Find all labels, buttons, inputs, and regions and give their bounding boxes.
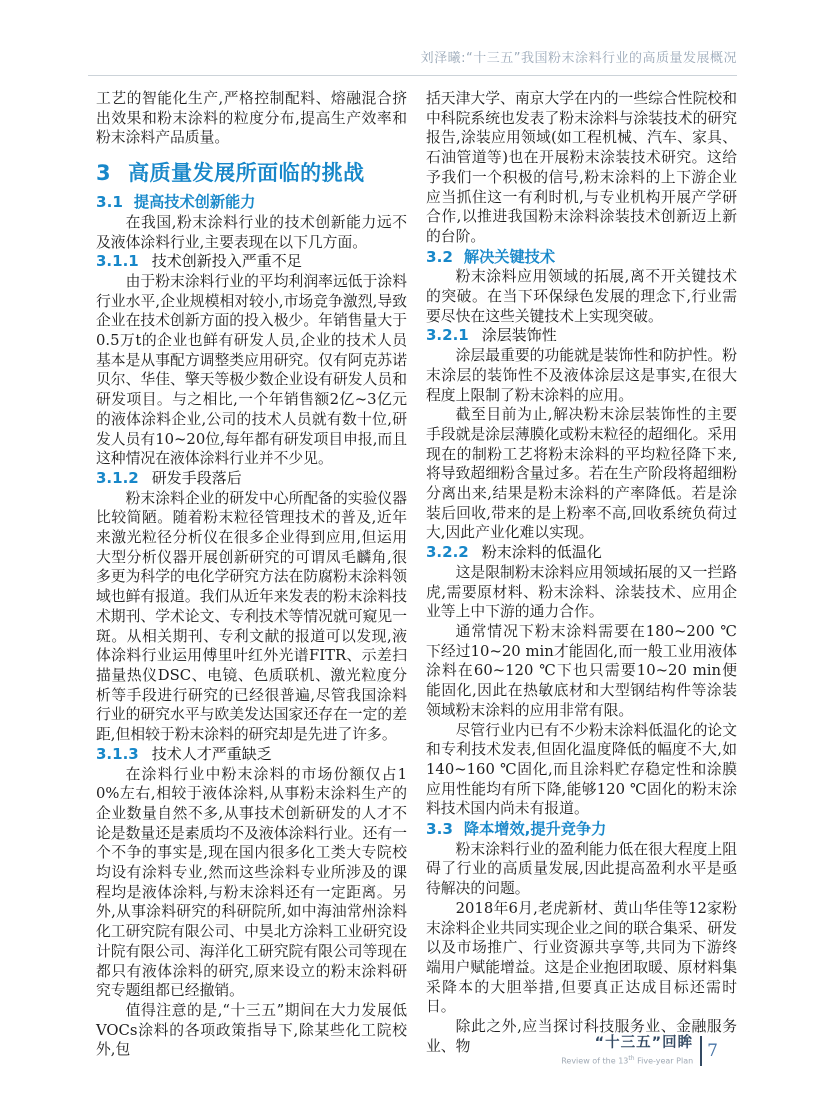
subsection-heading bbox=[96, 193, 407, 213]
paragraph: 尽管行业内已有不少粉末涂料低温化的论文和专利技术发表,但固化温度降低的幅度不大,如140~160 ℃固化,而且涂料贮存稳定性和涂膜应用性能均有所下降,能够120 ℃固化的粉末涂料技术国内尚未有报道。 bbox=[426, 721, 737, 818]
paragraph: 除此之外,应当探讨科技服务业、金融服务业、物 bbox=[426, 1018, 737, 1055]
paragraph: 这是限制粉末涂料应用领域拓展的又一拦路虎,需要原材料、粉末涂料、涂装技术、应用企业等上中下游的通力合作。 bbox=[426, 563, 737, 621]
subsection-title: 解决关键技术 bbox=[463, 247, 556, 266]
subsubsection-heading bbox=[96, 252, 407, 272]
paragraph: 在我国,粉末涂料行业的技术创新能力远不及液体涂料行业,主要表现在以下几方面。 bbox=[96, 213, 407, 251]
paragraph: 截至目前为止,解决粉末涂层装饰性的主要手段就是涂层薄膜化或粉末粒径的超细化。采用现在的制粉工艺将粉末涂料的平均粒径降下来,将导致超细粉含量过多。若在生产阶段将超细粉分离出来,结果是粉末涂料的产率降低。若是涂装后回收,带来的是上粉率不高,回收系统负荷过大,因此产业化难以实现。 bbox=[426, 406, 737, 542]
subsubsection-heading bbox=[96, 469, 407, 489]
subsection-number: 3.2 bbox=[426, 247, 453, 266]
footer-divider bbox=[700, 1036, 702, 1066]
paragraph: 在涂料行业中粉末涂料的市场份额仅占10%左右,相较于液体涂料,从事粉末涂料生产的企业数量自然不多,从事技术创新研发的人才不论是数量还是素质均不及液体涂料行业。还有一个不争的事实是,现在国内很多化工类大专院校均设有涂料专业,然而这些涂料专业所涉及的课程均是液体涂料,与粉末涂料还有一定距离。另外,从事涂料研究的科研院所,如中海油常州涂料化工研究院有限公司、中昊北方涂料工业研究设计院有限公司、海洋化工研究院有限公司等现在都只有液体涂料的研究,原来设立的粉末涂料研究专题组都已经撤销。 bbox=[96, 765, 407, 1000]
subsubsection-title: 粉末涂料的低温化 bbox=[481, 543, 602, 562]
subsubsection-number: 3.2.2 bbox=[426, 543, 469, 562]
footer-subtitle-prefix: Review of the 13 bbox=[561, 1056, 629, 1066]
paragraph: 通常情况下粉末涂料需要在180~200 ℃下经过10~20 min才能固化,而一般工业用液体涂料在60~120 ℃下也只需要10~20 min便能固化,因此在热敏底材和大型钢结构件等涂装领域粉末涂料的应用非常有限。 bbox=[426, 622, 737, 719]
paragraph: 括天津大学、南京大学在内的一些综合性院校和中科院系统也发表了粉末涂料与涂装技术的研究报告,涂装应用领域(如工程机械、汽车、家具、石油管道等)也在开展粉末涂装技术研究。这给予我们一个积极的信号,粉末涂料的上下游企业应当抓住这一有利时机,与专业机构开展产学研合作,以推进我国粉末涂料涂装技术创新迈上新的台阶。 bbox=[426, 90, 737, 245]
section-title: 高质量发展所面临的挑战 bbox=[128, 161, 365, 186]
paragraph: 粉末涂料行业的盈利能力低在很大程度上阻碍了行业的高质量发展,因此提高盈利水平是亟待解决的问题。 bbox=[426, 840, 737, 898]
subsubsection-title: 技术人才严重缺乏 bbox=[151, 744, 272, 763]
section-number: 3 bbox=[96, 161, 112, 186]
footer-title-cn: “十三五”回眸 bbox=[594, 1035, 694, 1051]
subsection-heading bbox=[426, 248, 737, 268]
paragraph: 粉末涂料企业的研发中心所配备的实验仪器比较简陋。随着粉末粒径管理技术的普及,近年来激光粒径分析仪在很多企业得到应用,但运用大型分析仪器开展创新研究的可谓凤毛麟角,很多更为科学的电化学研究方法在防腐粉末涂料领域也鲜有报道。我们从近年来发表的粉末涂料技术期刊、学术论文、专利技术等情况就可窥见一斑。从相关期刊、专利文献的报道可以发现,液体涂料行业运用傅里叶红外光谱FITR、示差扫描量热仪DSC、电镜、色质联机、激光粒度分析等手段进行研究的已经很普遍,尽管我国涂料行业的研究水平与欧美发达国家还存在一定的差距,但相较于粉末涂料的研究却是先进了许多。 bbox=[96, 489, 407, 744]
subsection-heading bbox=[426, 820, 737, 840]
paragraph: 由于粉末涂料行业的平均利润率远低于涂料行业水平,企业规模相对较小,市场竞争激烈,导致企业在技术创新方面的投入极少。年销售量大于0.5万t的企业也鲜有研发人员,企业的技术人员基本是从事配方调整类应用研究。仅有阿克苏诺贝尔、华佳、擎天等极少数企业设有研发人员和研发项目。与之相比,一个年销售额2亿~3亿元的液体涂料企业,公司的技术人员就有数十位,研发人员有10~20位,每年都有研发项目申报,而且这种情况在液体涂料行业并不少见。 bbox=[96, 272, 408, 468]
paragraph: 2018年6月,老虎新材、黄山华佳等12家粉末涂料企业共同实现企业之间的联合集采、研发以及市场推广、行业资源共享等,共同为下游终端用户赋能增益。这是企业抱团取暖、原材料集采降本的大胆举措,但要真正达成目标还需时日。 bbox=[426, 899, 737, 1016]
subsubsection-number: 3.1.1 bbox=[96, 252, 139, 271]
subsubsection-number: 3.2.1 bbox=[426, 326, 469, 345]
subsubsection-heading bbox=[96, 745, 407, 765]
footer-subtitle-en bbox=[561, 1054, 693, 1067]
subsubsection-heading bbox=[426, 326, 737, 346]
footer-subtitle-suffix: Five-year Plan bbox=[634, 1056, 694, 1066]
paragraph: 工艺的智能化生产,严格控制配料、熔融混合挤出效果和粉末涂料的粒度分布,提高生产效率和粉末涂料产品质量。 bbox=[96, 90, 407, 147]
footer-subtitle-sup: th bbox=[628, 1055, 635, 1062]
subsection-title: 降本增效,提升竞争力 bbox=[463, 820, 607, 839]
subsection-number: 3.1 bbox=[96, 193, 123, 212]
subsubsection-number: 3.1.2 bbox=[96, 468, 139, 487]
paragraph: 粉末涂料应用领域的拓展,离不开关键技术的突破。在当下环保绿色发展的理念下,行业需要尽快在这些关键技术上实现突破。 bbox=[426, 268, 737, 325]
subsubsection-title: 涂层装饰性 bbox=[481, 326, 557, 345]
subsection-title: 提高技术创新能力 bbox=[133, 193, 256, 212]
paragraph: 值得注意的是,“十三五”期间在大力发展低VOCs涂料的各项政策指导下,除某些化工院校外,包 bbox=[96, 1001, 407, 1059]
footer bbox=[561, 1035, 718, 1067]
subsubsection-title: 研发手段落后 bbox=[151, 468, 242, 487]
paragraph: 涂层最重要的功能就是装饰性和防护性。粉末涂层的装饰性不及液体涂层这是事实,在很大程度上限制了粉末涂料的应用。 bbox=[426, 347, 737, 404]
page-header bbox=[88, 50, 737, 76]
subsubsection-number: 3.1.3 bbox=[96, 744, 139, 763]
running-title: 刘泽曦:“十三五”我国粉末涂料行业的高质量发展概况 bbox=[420, 51, 737, 66]
section-heading bbox=[96, 160, 407, 186]
page-number: 7 bbox=[707, 1040, 718, 1061]
subsection-number: 3.3 bbox=[426, 820, 453, 839]
subsubsection-heading bbox=[426, 543, 737, 563]
left-column bbox=[96, 89, 408, 1059]
footer-text bbox=[561, 1035, 693, 1067]
subsubsection-title: 技术创新投入严重不足 bbox=[151, 252, 302, 271]
